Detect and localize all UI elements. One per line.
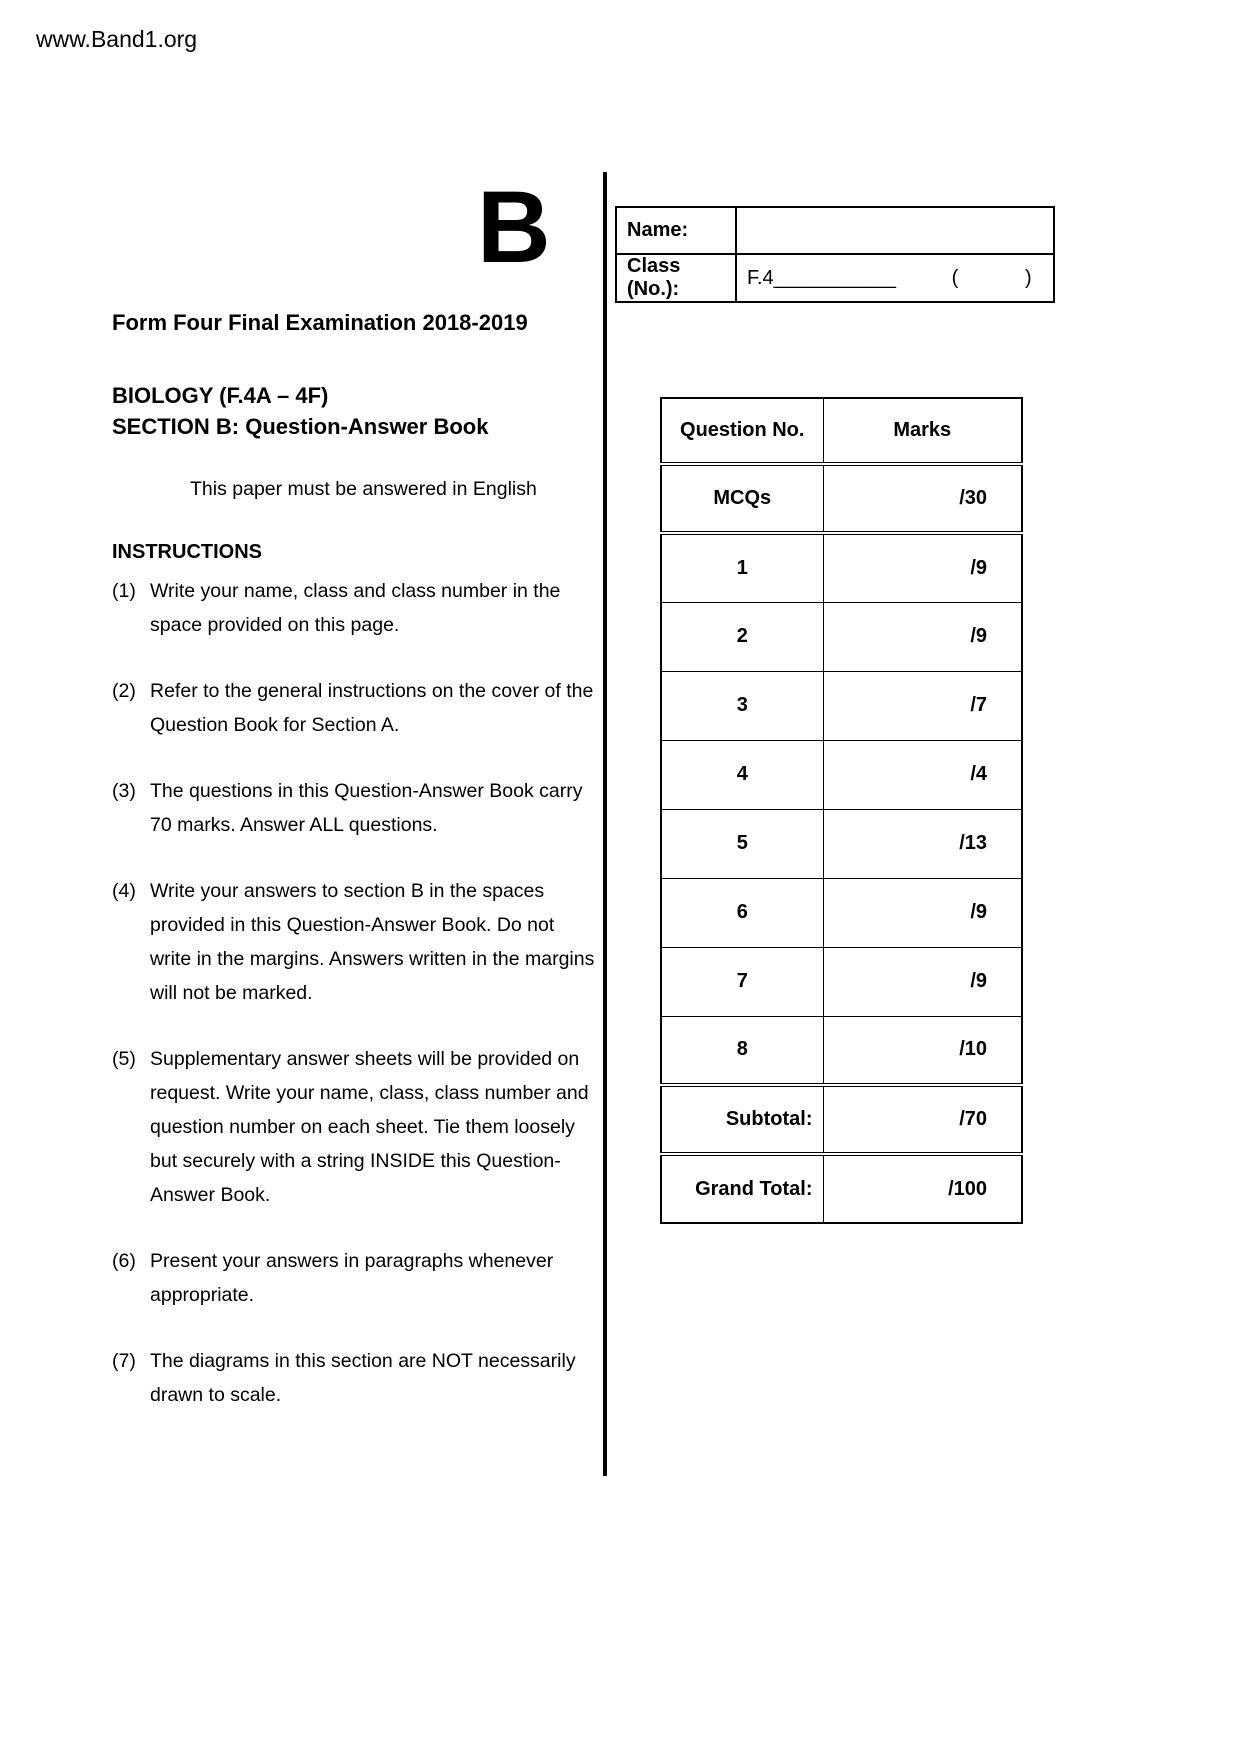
name-row <box>616 207 1054 254</box>
column-header-question: Question No. <box>661 398 823 464</box>
question-cell: 8 <box>661 1016 823 1085</box>
instruction-number: (5) <box>112 1048 136 1070</box>
grand-total-label: Grand Total: <box>661 1154 823 1223</box>
table-row <box>661 464 1022 533</box>
subtotal-label: Subtotal: <box>661 1085 823 1154</box>
marks-cell: /4 <box>823 740 1022 809</box>
marks-cell: /9 <box>823 947 1022 1016</box>
instruction-item <box>112 1042 598 1212</box>
language-note: This paper must be answered in English <box>190 478 537 500</box>
name-label: Name: <box>616 207 736 254</box>
subtotal-row <box>661 1085 1022 1154</box>
marks-cell: /10 <box>823 1016 1022 1085</box>
left-column <box>112 310 598 1444</box>
table-row <box>661 671 1022 740</box>
instruction-text: Write your name, class and class number in the space provided on this page. <box>150 580 561 636</box>
watermark: www.Band1.org <box>36 26 198 52</box>
class-value-field: F.4___________ ( ) <box>736 254 1054 302</box>
table-row <box>661 947 1022 1016</box>
table-row <box>661 533 1022 602</box>
subtotal-marks: /70 <box>823 1085 1022 1154</box>
vertical-divider <box>603 172 607 1476</box>
question-cell: 5 <box>661 809 823 878</box>
instruction-text: The questions in this Question-Answer Book carry 70 marks. Answer ALL questions. <box>150 780 583 836</box>
question-cell: 1 <box>661 533 823 602</box>
instruction-number: (7) <box>112 1350 136 1372</box>
grand-total-marks: /100 <box>823 1154 1022 1223</box>
instruction-item <box>112 774 598 842</box>
marks-cell: /7 <box>823 671 1022 740</box>
instruction-item <box>112 874 598 1010</box>
exam-title: Form Four Final Examination 2018-2019 <box>112 310 528 335</box>
instruction-number: (3) <box>112 780 136 802</box>
subject-title: BIOLOGY (F.4A – 4F) <box>112 383 329 408</box>
instruction-item <box>112 1244 598 1312</box>
class-row <box>616 254 1054 302</box>
marks-table-header-row <box>661 398 1022 464</box>
instruction-text: Refer to the general instructions on the cover of the Question Book for Section A. <box>150 680 594 736</box>
question-cell: 4 <box>661 740 823 809</box>
marks-cell: /9 <box>823 878 1022 947</box>
table-row <box>661 602 1022 671</box>
question-cell: MCQs <box>661 464 823 533</box>
instruction-number: (4) <box>112 880 136 902</box>
instruction-text: Write your answers to section B in the spaces provided in this Question-Answer Book. Do not write in the margins. Answers written in the margins will not be marked. <box>150 880 595 1004</box>
marks-cell: /9 <box>823 533 1022 602</box>
instruction-item <box>112 1344 598 1412</box>
question-cell: 2 <box>661 602 823 671</box>
instruction-text: Present your answers in paragraphs whenever appropriate. <box>150 1250 554 1306</box>
table-row <box>661 878 1022 947</box>
name-class-table <box>615 206 1055 303</box>
marks-table <box>660 397 1023 1224</box>
instructions-heading: INSTRUCTIONS <box>112 541 262 563</box>
grand-total-row <box>661 1154 1022 1223</box>
name-value-field <box>736 207 1054 254</box>
instruction-number: (6) <box>112 1250 136 1272</box>
column-header-marks: Marks <box>823 398 1022 464</box>
instruction-text: Supplementary answer sheets will be provided on request. Write your name, class, class number and question number on each sheet. Tie them loosely but securely with a string INSIDE this Question-Answer Book. <box>150 1048 589 1206</box>
marks-cell: /13 <box>823 809 1022 878</box>
section-letter: B <box>477 170 551 284</box>
instruction-text: The diagrams in this section are NOT necessarily drawn to scale. <box>150 1350 576 1406</box>
question-cell: 3 <box>661 671 823 740</box>
table-row <box>661 1016 1022 1085</box>
class-label: Class (No.): <box>616 254 736 302</box>
table-row <box>661 740 1022 809</box>
table-row <box>661 809 1022 878</box>
instruction-item <box>112 674 598 742</box>
marks-cell: /9 <box>823 602 1022 671</box>
question-cell: 7 <box>661 947 823 1016</box>
instruction-number: (1) <box>112 580 136 602</box>
question-cell: 6 <box>661 878 823 947</box>
instruction-number: (2) <box>112 680 136 702</box>
marks-cell: /30 <box>823 464 1022 533</box>
section-title: SECTION B: Question-Answer Book <box>112 414 489 439</box>
instruction-item <box>112 574 598 642</box>
